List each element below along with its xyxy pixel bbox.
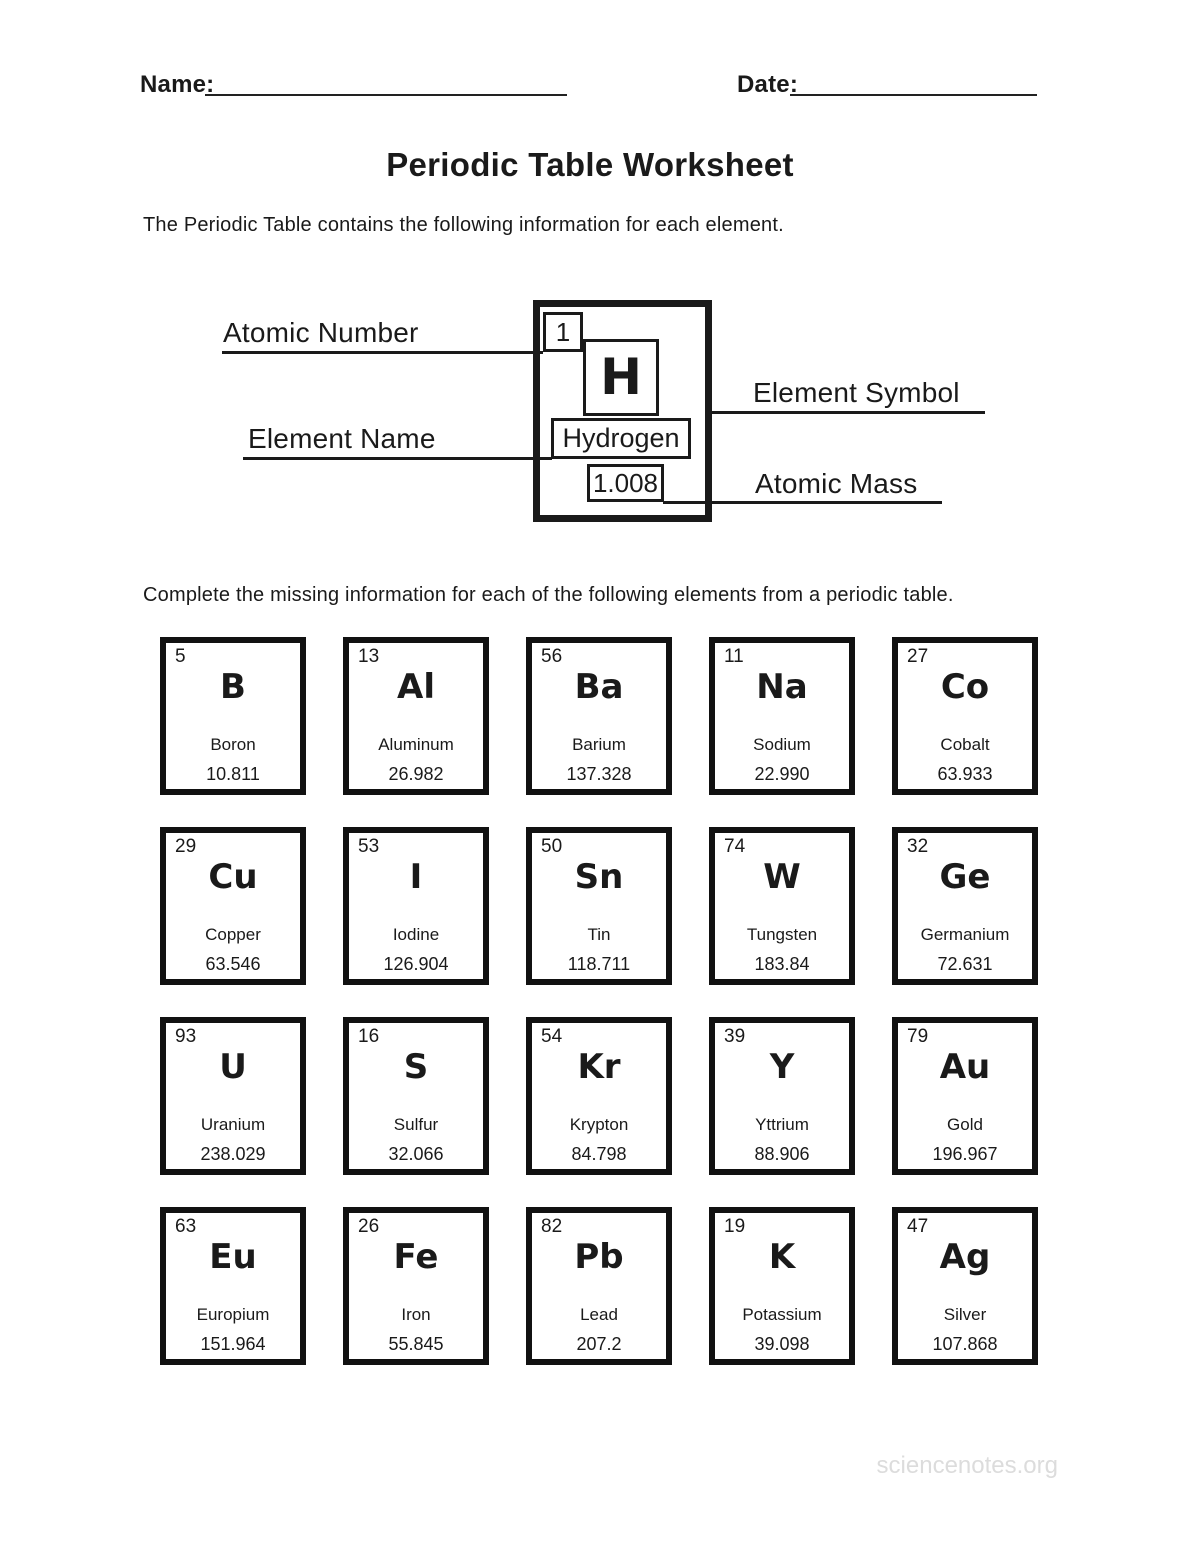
instructions-text: Complete the missing information for each of the following elements from a periodic table. (143, 584, 954, 606)
element-name: Silver (943, 1305, 987, 1324)
element-card (526, 827, 672, 985)
element-name: Barium (572, 735, 626, 754)
atomic-mass: 63.546 (205, 954, 261, 974)
atomic-mass: 151.964 (200, 1334, 266, 1354)
atomic-number: 27 (907, 646, 929, 667)
atomic-number-callout-label: Atomic Number (223, 317, 419, 348)
element-card (160, 827, 306, 985)
atomic-number: 54 (541, 1026, 563, 1047)
atomic-mass: 72.631 (937, 954, 993, 974)
element-name: Potassium (742, 1305, 822, 1324)
element-name: Sulfur (393, 1115, 439, 1134)
element-name: Germanium (920, 925, 1010, 944)
element-name: Gold (947, 1115, 983, 1134)
atomic-number: 93 (175, 1026, 197, 1047)
element-name: Krypton (569, 1115, 629, 1134)
atomic-number: 56 (541, 646, 563, 667)
atomic-mass-callout-line (663, 501, 942, 504)
element-card (709, 1207, 855, 1365)
example-atomic-mass-box: 1.008 (587, 464, 664, 502)
element-symbol: Y (769, 1047, 795, 1087)
atomic-mass: 107.868 (932, 1334, 998, 1354)
page-title: Periodic Table Worksheet (386, 146, 794, 183)
atomic-number: 39 (724, 1026, 746, 1047)
atomic-number: 32 (907, 836, 929, 857)
atomic-mass: 137.328 (566, 764, 632, 784)
element-name-callout-label: Element Name (248, 423, 436, 454)
atomic-number: 74 (724, 836, 746, 857)
element-symbol: Fe (393, 1237, 439, 1277)
name-label: Name: (140, 71, 215, 98)
atomic-mass: 39.098 (754, 1334, 810, 1354)
atomic-mass: 118.711 (567, 954, 631, 974)
atomic-number: 29 (175, 836, 197, 857)
element-card (526, 1017, 672, 1175)
element-name: Tin (587, 925, 611, 944)
atomic-mass: 183.84 (754, 954, 810, 974)
element-symbol: I (409, 857, 423, 897)
element-symbol: Na (756, 667, 808, 707)
atomic-mass-callout-label: Atomic Mass (755, 468, 918, 499)
atomic-number: 63 (175, 1216, 197, 1237)
element-symbol-callout-line (706, 411, 985, 414)
atomic-mass: 26.982 (388, 764, 444, 784)
element-card (892, 1017, 1038, 1175)
atomic-mass: 22.990 (754, 764, 810, 784)
atomic-mass: 63.933 (937, 764, 993, 784)
element-symbol: Co (940, 667, 990, 707)
element-symbol: K (768, 1237, 796, 1277)
element-name: Boron (210, 735, 256, 754)
watermark: sciencenotes.org (876, 1452, 1058, 1479)
element-name: Yttrium (755, 1115, 809, 1134)
atomic-mass: 84.798 (571, 1144, 627, 1164)
element-symbol: Ba (574, 667, 624, 707)
element-name: Iron (401, 1305, 431, 1324)
element-symbol: W (763, 857, 801, 897)
atomic-mass: 196.967 (932, 1144, 998, 1164)
date-label: Date: (737, 71, 799, 98)
atomic-number: 19 (724, 1216, 746, 1237)
atomic-number: 16 (358, 1026, 380, 1047)
element-card (892, 827, 1038, 985)
element-name: Aluminum (378, 735, 454, 754)
element-symbol: S (403, 1047, 429, 1087)
element-card (709, 637, 855, 795)
element-name: Lead (580, 1305, 618, 1324)
element-card (526, 637, 672, 795)
atomic-number: 50 (541, 836, 563, 857)
element-card (709, 827, 855, 985)
atomic-mass: 126.904 (383, 954, 449, 974)
element-name: Copper (205, 925, 261, 944)
element-card (160, 1207, 306, 1365)
element-name: Europium (196, 1305, 270, 1324)
element-name-callout-line (243, 457, 552, 460)
atomic-mass: 88.906 (754, 1144, 810, 1164)
element-card (343, 1017, 489, 1175)
example-element-symbol-box: H (583, 339, 659, 416)
element-card (343, 1207, 489, 1365)
element-card (343, 827, 489, 985)
atomic-mass: 32.066 (388, 1144, 444, 1164)
element-card (160, 637, 306, 795)
element-card (892, 637, 1038, 795)
atomic-number: 53 (358, 836, 380, 857)
atomic-mass: 238.029 (200, 1144, 266, 1164)
element-name: Sodium (753, 735, 811, 754)
element-symbol: Sn (574, 857, 624, 897)
atomic-mass: 10.811 (206, 764, 260, 784)
element-name: Cobalt (940, 735, 990, 754)
atomic-number: 13 (358, 646, 380, 667)
atomic-number: 11 (724, 646, 744, 667)
element-card (709, 1017, 855, 1175)
intro-text: The Periodic Table contains the following information for each element. (143, 214, 784, 236)
atomic-number: 47 (907, 1216, 929, 1237)
element-symbol: Kr (577, 1047, 621, 1087)
element-card (526, 1207, 672, 1365)
element-symbol: Ag (939, 1237, 991, 1277)
element-symbol: Eu (209, 1237, 257, 1277)
element-name: Uranium (200, 1115, 266, 1134)
element-card (343, 637, 489, 795)
atomic-number: 26 (358, 1216, 380, 1237)
elements-grid (160, 637, 1038, 1365)
name-blank-line (205, 94, 567, 96)
element-symbol: U (219, 1047, 247, 1087)
element-symbol-callout-label: Element Symbol (753, 377, 960, 408)
example-element-name-box: Hydrogen (551, 418, 691, 459)
element-symbol: Au (939, 1047, 991, 1087)
element-symbol: Ge (939, 857, 991, 897)
element-symbol: Al (397, 667, 435, 707)
atomic-number-callout-line (222, 351, 543, 354)
atomic-number: 79 (907, 1026, 929, 1047)
element-symbol: Cu (208, 857, 258, 897)
example-atomic-number-box: 1 (543, 312, 583, 352)
element-symbol: Pb (574, 1237, 624, 1277)
atomic-mass: 207.2 (576, 1334, 622, 1354)
atomic-mass: 55.845 (388, 1334, 444, 1354)
element-symbol: B (220, 667, 246, 707)
date-blank-line (790, 94, 1037, 96)
element-card (160, 1017, 306, 1175)
element-card (892, 1207, 1038, 1365)
atomic-number: 82 (541, 1216, 563, 1237)
element-name: Iodine (392, 925, 440, 944)
atomic-number: 5 (175, 646, 186, 667)
element-name: Tungsten (746, 925, 818, 944)
